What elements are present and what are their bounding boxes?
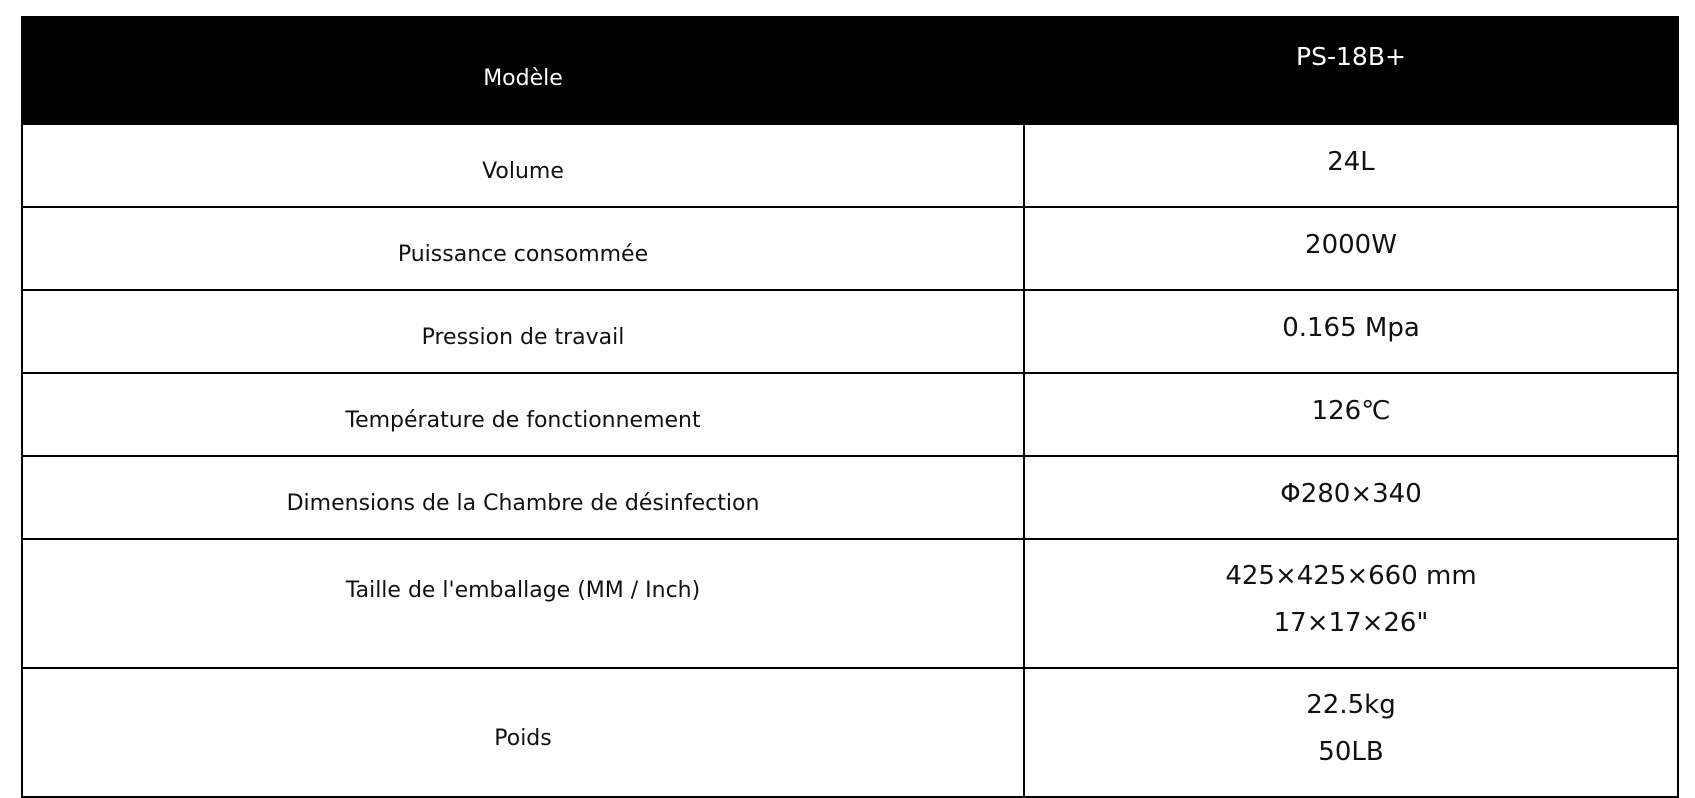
- row-value: 50LB: [1318, 736, 1384, 767]
- row-value-cell: [1024, 124, 1678, 207]
- row-value-cell: [1024, 373, 1678, 456]
- row-value: 0.165 Mpa: [1282, 312, 1420, 343]
- row-value-cell: [1024, 668, 1678, 797]
- row-value-cell: [1024, 207, 1678, 290]
- table-row: [22, 373, 1678, 456]
- row-label-cell: [22, 207, 1024, 290]
- table-row: [22, 539, 1678, 668]
- row-value-cell: [1024, 456, 1678, 539]
- row-value: Φ280×340: [1280, 478, 1422, 509]
- row-value-lines: [1025, 682, 1677, 784]
- row-value: 425×425×660 mm: [1225, 560, 1477, 591]
- table-row: [22, 124, 1678, 207]
- spec-table: [21, 16, 1679, 798]
- row-label: Pression de travail: [421, 325, 625, 350]
- row-value: 2000W: [1305, 229, 1397, 260]
- row-value-cell: [1024, 539, 1678, 668]
- row-value: 17×17×26": [1273, 607, 1429, 638]
- row-label: Puissance consommée: [397, 242, 649, 267]
- row-label-cell: [22, 290, 1024, 373]
- row-label-cell: [22, 456, 1024, 539]
- row-label: Poids: [494, 726, 552, 751]
- row-value-lines: [1025, 553, 1677, 655]
- row-value-cell: [1024, 290, 1678, 373]
- row-label-cell: [22, 373, 1024, 456]
- row-label: Volume: [482, 159, 564, 184]
- header-model-value: PS-18B+: [1024, 17, 1678, 124]
- table-row: [22, 207, 1678, 290]
- table-row: [22, 668, 1678, 797]
- row-label-cell: [22, 668, 1024, 797]
- row-label-cell: [22, 539, 1024, 668]
- row-value: 24L: [1327, 146, 1375, 177]
- row-label: Taille de l'emballage (MM / Inch): [345, 578, 701, 603]
- table-header-row: [22, 17, 1678, 124]
- header-model-label: Modèle: [22, 17, 1024, 124]
- row-value: 22.5kg: [1306, 689, 1396, 720]
- row-label: Température de fonctionnement: [345, 408, 701, 433]
- table-row: [22, 456, 1678, 539]
- row-value: 126℃: [1311, 395, 1391, 426]
- table-row: [22, 290, 1678, 373]
- row-label: Dimensions de la Chambre de désinfection: [286, 491, 760, 516]
- row-label-cell: [22, 124, 1024, 207]
